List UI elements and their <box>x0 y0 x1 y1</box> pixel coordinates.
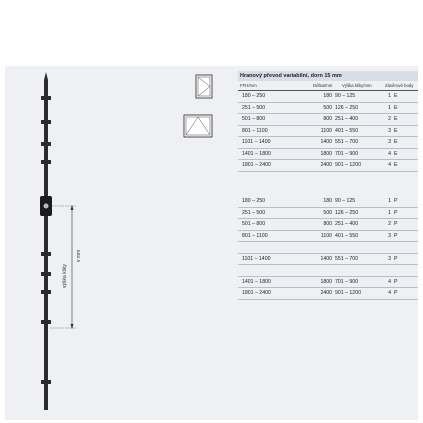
table-row <box>238 288 418 300</box>
handle-range-cell: 551 – 700 <box>335 139 359 145</box>
cam <box>41 290 51 294</box>
points-count-cell: 2 <box>388 116 391 122</box>
dimension-arrow-bottom <box>71 324 74 329</box>
points-count-cell: 3 <box>388 232 391 239</box>
table-row <box>238 160 418 172</box>
points-type-cell: P <box>394 221 398 227</box>
points-count-cell: 1 <box>388 93 391 99</box>
handle-range-cell: 901 – 1200 <box>335 162 361 168</box>
cam <box>41 380 51 384</box>
range-cell: 1101 – 1400 <box>242 139 271 145</box>
rod-tip-top <box>44 72 48 80</box>
points-type-cell: P <box>394 290 398 296</box>
table-row <box>238 137 418 149</box>
points-type-cell: P <box>394 232 398 239</box>
range-cell: 1401 – 1800 <box>242 278 271 285</box>
range-cell: 180 – 250 <box>242 198 266 204</box>
width-cell: 2400 <box>320 162 332 168</box>
width-cell: 1800 <box>320 278 332 285</box>
table-row <box>238 103 418 115</box>
width-cell: 500 <box>323 209 332 216</box>
header-handle-height: Výška kliky/mm <box>342 83 372 88</box>
cam <box>41 142 51 146</box>
range-cell: 801 – 1100 <box>242 127 268 134</box>
width-cell: 1100 <box>320 127 332 134</box>
width-cell: 1100 <box>320 232 332 239</box>
width-cell: 800 <box>323 221 332 227</box>
handle-range-cell: 401 – 550 <box>335 232 359 239</box>
width-cell: 180 <box>323 93 332 99</box>
range-cell: 501 – 800 <box>242 221 266 227</box>
range-cell: 1801 – 2400 <box>242 162 271 168</box>
handle-range-cell: 701 – 900 <box>335 278 359 285</box>
handle-range-cell: 90 – 125 <box>335 198 356 204</box>
points-type-cell: P <box>394 198 398 204</box>
rod-bar <box>44 80 48 410</box>
points-count-cell: 1 <box>388 209 391 216</box>
points-count-cell: 4 <box>388 278 391 285</box>
width-cell: 2400 <box>320 290 332 296</box>
header-width: Délka/mm <box>313 83 333 88</box>
gearbox-pin <box>44 204 49 209</box>
points-count-cell: 3 <box>388 127 391 134</box>
points-type-cell: E <box>394 139 398 145</box>
table-row-empty <box>238 242 418 254</box>
points-type-cell: P <box>394 209 398 216</box>
range-cell: 1801 – 2400 <box>242 290 271 296</box>
range-cell: 801 – 1100 <box>242 232 268 239</box>
width-cell: 180 <box>323 198 332 204</box>
handle-range-cell: 701 – 900 <box>335 150 359 157</box>
handle-range-cell: 251 – 400 <box>335 116 359 122</box>
range-cell: 501 – 800 <box>242 116 266 122</box>
range-cell: 251 – 500 <box>242 104 266 111</box>
table-group-e <box>238 91 418 172</box>
table-row <box>238 219 418 231</box>
points-count-cell: 4 <box>388 162 391 168</box>
handle-range-cell: 551 – 700 <box>335 255 359 262</box>
handle-range-cell: 901 – 1200 <box>335 290 361 296</box>
table-group-p <box>238 196 418 300</box>
dimension-label: výška kliky <box>62 264 68 288</box>
width-cell: 1400 <box>320 139 332 145</box>
points-count-cell: 3 <box>388 139 391 145</box>
table-row-empty <box>238 265 418 277</box>
points-count-cell: 1 <box>388 198 391 204</box>
points-type-cell: E <box>394 93 398 99</box>
cam <box>41 160 51 164</box>
table-row <box>238 277 418 289</box>
handle-range-cell: 401 – 550 <box>335 127 359 134</box>
points-type-cell: E <box>394 104 398 111</box>
cam <box>41 272 51 276</box>
points-type-cell: E <box>394 150 398 157</box>
dimension-arrow-top <box>71 205 74 210</box>
points-count-cell: 4 <box>388 150 391 157</box>
table-row <box>238 231 418 243</box>
points-count-cell: 2 <box>388 221 391 227</box>
width-cell: 500 <box>323 104 332 111</box>
table-title: Hranový převod variabilní, dorn 15 mm <box>238 71 418 81</box>
points-type-cell: P <box>394 278 398 285</box>
cam <box>41 252 51 256</box>
dimension-unit: v mm <box>76 249 82 262</box>
header-ffh: FFH/mm <box>240 83 257 88</box>
points-type-cell: E <box>394 127 398 134</box>
points-type-cell: E <box>394 116 398 122</box>
handle-range-cell: 126 – 250 <box>335 209 359 216</box>
table-row <box>238 208 418 220</box>
range-cell: 251 – 500 <box>242 209 266 216</box>
header-locking-points: Závěrové body <box>385 83 414 88</box>
cam <box>41 320 51 324</box>
table-row <box>238 126 418 138</box>
width-cell: 800 <box>323 116 332 122</box>
table-row <box>238 196 418 208</box>
cam <box>41 120 51 124</box>
points-count-cell: 1 <box>388 104 391 111</box>
points-type-cell: E <box>394 162 398 168</box>
window-icon-bottom-hung <box>184 115 212 137</box>
range-cell: 1401 – 1800 <box>242 150 271 157</box>
points-type-cell: P <box>394 255 398 262</box>
table-row <box>238 254 418 266</box>
range-cell: 1101 – 1400 <box>242 255 271 262</box>
handle-range-cell: 90 – 125 <box>335 93 356 99</box>
table-row <box>238 114 418 126</box>
points-count-cell: 4 <box>388 290 391 296</box>
handle-range-cell: 126 – 250 <box>335 104 359 111</box>
handle-range-cell: 251 – 400 <box>335 221 359 227</box>
cam <box>41 96 51 100</box>
points-count-cell: 3 <box>388 255 391 262</box>
table-row <box>238 91 418 103</box>
table-row <box>238 149 418 161</box>
range-cell: 180 – 250 <box>242 93 266 99</box>
width-cell: 1400 <box>320 255 332 262</box>
window-icon-side-hung <box>196 75 212 98</box>
width-cell: 1800 <box>320 150 332 157</box>
